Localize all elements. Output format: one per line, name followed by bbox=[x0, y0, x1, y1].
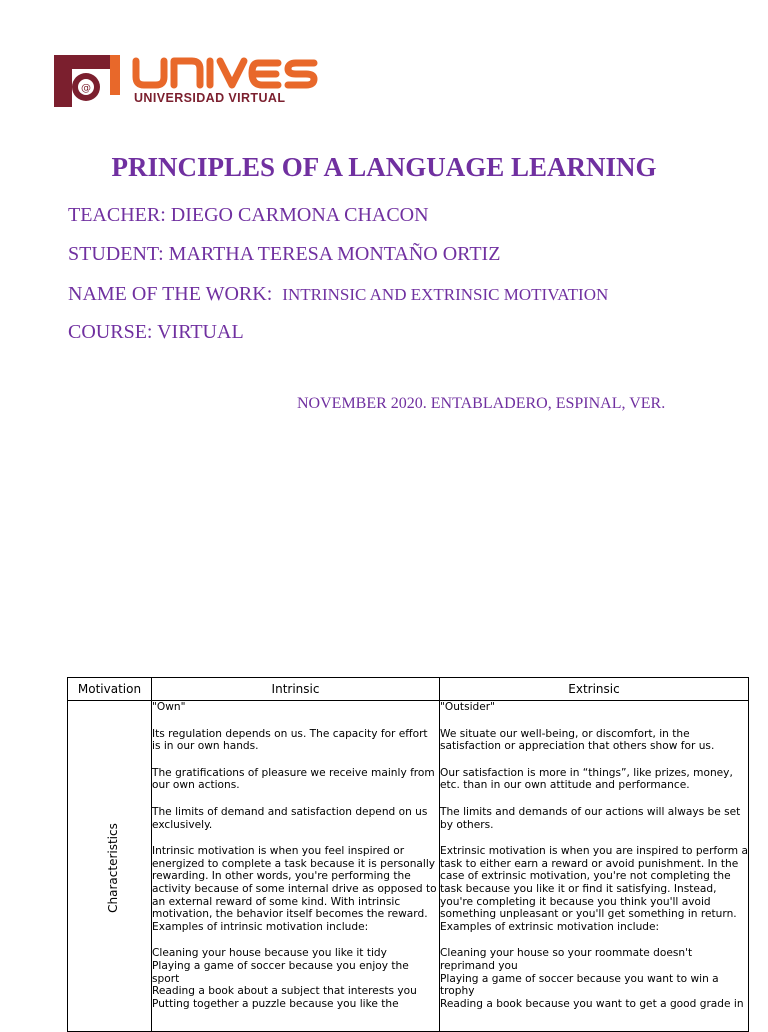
extrinsic-text: "Outsider" bbox=[440, 701, 496, 713]
header-intrinsic: Intrinsic bbox=[152, 678, 440, 701]
header-extrinsic: Extrinsic bbox=[440, 678, 749, 701]
extrinsic-cell bbox=[440, 701, 749, 1032]
dateline: NOVEMBER 2020. ENTABLADERO, ESPINAL, VER. bbox=[297, 395, 666, 412]
extrinsic-example: Reading a book because you want to get a good grade in bbox=[440, 997, 744, 1010]
unives-logo bbox=[52, 47, 352, 109]
extrinsic-text: The limits and demands of our actions will always be set by others. bbox=[440, 805, 741, 831]
row-label: Characteristics bbox=[105, 822, 120, 913]
work-label: NAME OF THE WORK: bbox=[68, 283, 273, 305]
intrinsic-cell bbox=[152, 701, 440, 1032]
teacher-line: TEACHER: DIEGO CARMONA CHACON bbox=[68, 204, 429, 226]
intrinsic-text: Its regulation depends on us. The capacity for effort is in our own hands. bbox=[152, 727, 428, 753]
work-line bbox=[68, 283, 608, 306]
intrinsic-text: The limits of demand and satisfaction depend on us exclusively. bbox=[152, 805, 428, 831]
extrinsic-text: Our satisfaction is more in “things”, like prizes, money, etc. than in our own attitude and performance. bbox=[440, 766, 733, 792]
intrinsic-text: Intrinsic motivation is when you feel inspired or energized to complete a task because it is personally rewarding. In other words, you're performing the activity because of some internal drive as opposed to an external reward of some kind. With intrinsic motivation, the behavior itself becomes the reward. Examples of intrinsic motivation include: bbox=[152, 845, 437, 933]
intrinsic-example: Playing a game of soccer because you enjoy the sport bbox=[152, 959, 409, 985]
motivation-table bbox=[67, 677, 749, 1032]
student-line: STUDENT: MARTHA TERESA MONTAÑO ORTIZ bbox=[68, 243, 501, 265]
intrinsic-text: The gratifications of pleasure we receive mainly from our own actions. bbox=[152, 766, 435, 792]
extrinsic-text: We situate our well-being, or discomfort, in the satisfaction or appreciation that others show for us. bbox=[440, 727, 715, 753]
row-label-cell bbox=[68, 701, 152, 1032]
table-row bbox=[68, 701, 749, 1032]
intrinsic-example: Putting together a puzzle because you like the bbox=[152, 997, 399, 1010]
intrinsic-example: Cleaning your house because you like it tidy bbox=[152, 947, 387, 960]
page-title: PRINCIPLES OF A LANGUAGE LEARNING bbox=[111, 152, 657, 182]
course-line: COURSE: VIRTUAL bbox=[68, 321, 244, 343]
extrinsic-text: Extrinsic motivation is when you are inspired to perform a task to either earn a reward or avoid punishment. In the case of extrinsic motivation, you're not completing the task because you like it or find it satisfying. Instead, you're completing it because you think you'll avoid something unpleasant or you'll get something in return. Examples of extrinsic motivation include: bbox=[440, 845, 748, 933]
extrinsic-example: Playing a game of soccer because you want to win a trophy bbox=[440, 972, 719, 998]
extrinsic-example: Cleaning your house so your roommate doesn't reprimand you bbox=[440, 947, 693, 972]
intrinsic-text: "Own" bbox=[152, 701, 186, 713]
table-header-row bbox=[68, 678, 749, 701]
logo-subtitle: UNIVERSIDAD VIRTUAL bbox=[134, 91, 286, 105]
svg-text:@: @ bbox=[81, 83, 91, 94]
header-motivation: Motivation bbox=[68, 678, 152, 701]
work-title: INTRINSIC AND EXTRINSIC MOTIVATION bbox=[282, 285, 609, 304]
intrinsic-example: Reading a book about a subject that interests you bbox=[152, 985, 417, 998]
